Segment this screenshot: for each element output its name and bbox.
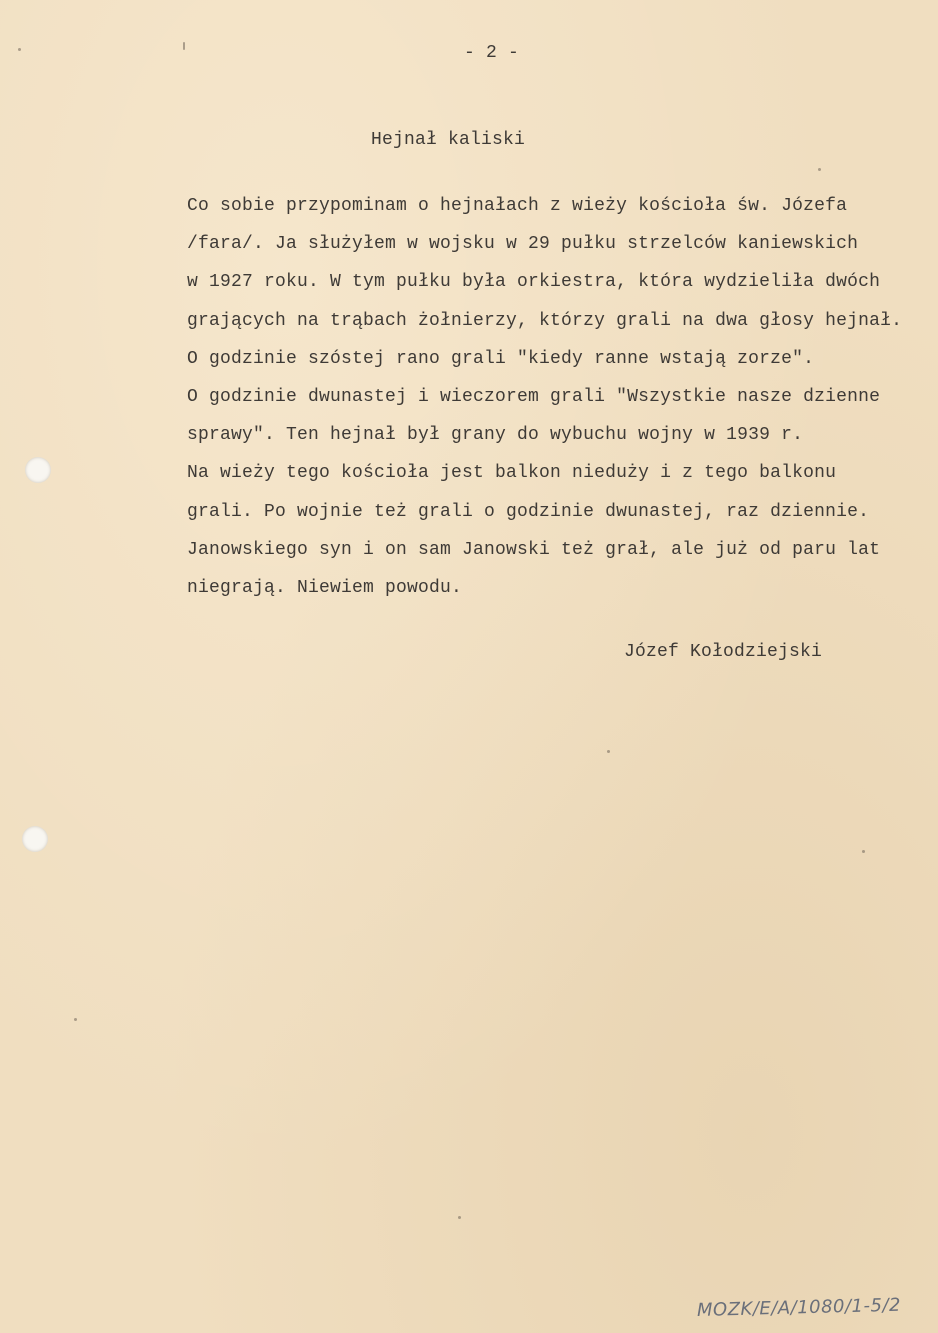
punch-hole-top (25, 457, 51, 483)
body-line: grali. Po wojnie też grali o godzinie dwunastej, raz dziennie. (187, 501, 870, 522)
paper-speck (183, 42, 185, 50)
paper-speck (862, 850, 865, 853)
page-number: - 2 - (464, 43, 520, 63)
paper-speck (74, 1018, 77, 1021)
body-line: grających na trąbach żołnierzy, którzy grali na dwa głosy hejnał. (187, 310, 903, 331)
body-line: Janowskiego syn i on sam Janowski też grał, ale już od paru lat (187, 539, 881, 560)
body-line: O godzinie szóstej rano grali "kiedy ranne wstają zorze". (187, 348, 815, 369)
punch-hole-bottom (22, 826, 48, 852)
paper-speck (458, 1216, 461, 1219)
body-text (187, 187, 902, 607)
signature: Józef Kołodziejski (624, 642, 823, 662)
paper-speck (18, 48, 21, 51)
body-line: Co sobie przypominam o hejnałach z wieży kościoła św. Józefa (187, 196, 848, 216)
body-line: Na wieży tego kościoła jest balkon nieduży i z tego balkonu (187, 463, 837, 484)
body-line: /fara/. Ja służyłem w wojsku w 29 pułku strzelców kaniewskich (187, 234, 859, 255)
body-line: niegrają. Niewiem powodu. (187, 578, 463, 599)
archive-reference: MOZK/E/A/1080/1-5/2 (696, 1294, 902, 1321)
body-line: O godzinie dwunastej i wieczorem grali "Wszystkie nasze dzienne (187, 387, 881, 408)
paper-speck (607, 750, 610, 753)
paper-speck (818, 168, 821, 171)
body-line: w 1927 roku. W tym pułku była orkiestra, która wydzieliła dwóch (187, 272, 881, 293)
body-line: sprawy". Ten hejnał był grany do wybuchu wojny w 1939 r. (187, 425, 804, 446)
document-title: Hejnał kaliski (371, 130, 526, 150)
